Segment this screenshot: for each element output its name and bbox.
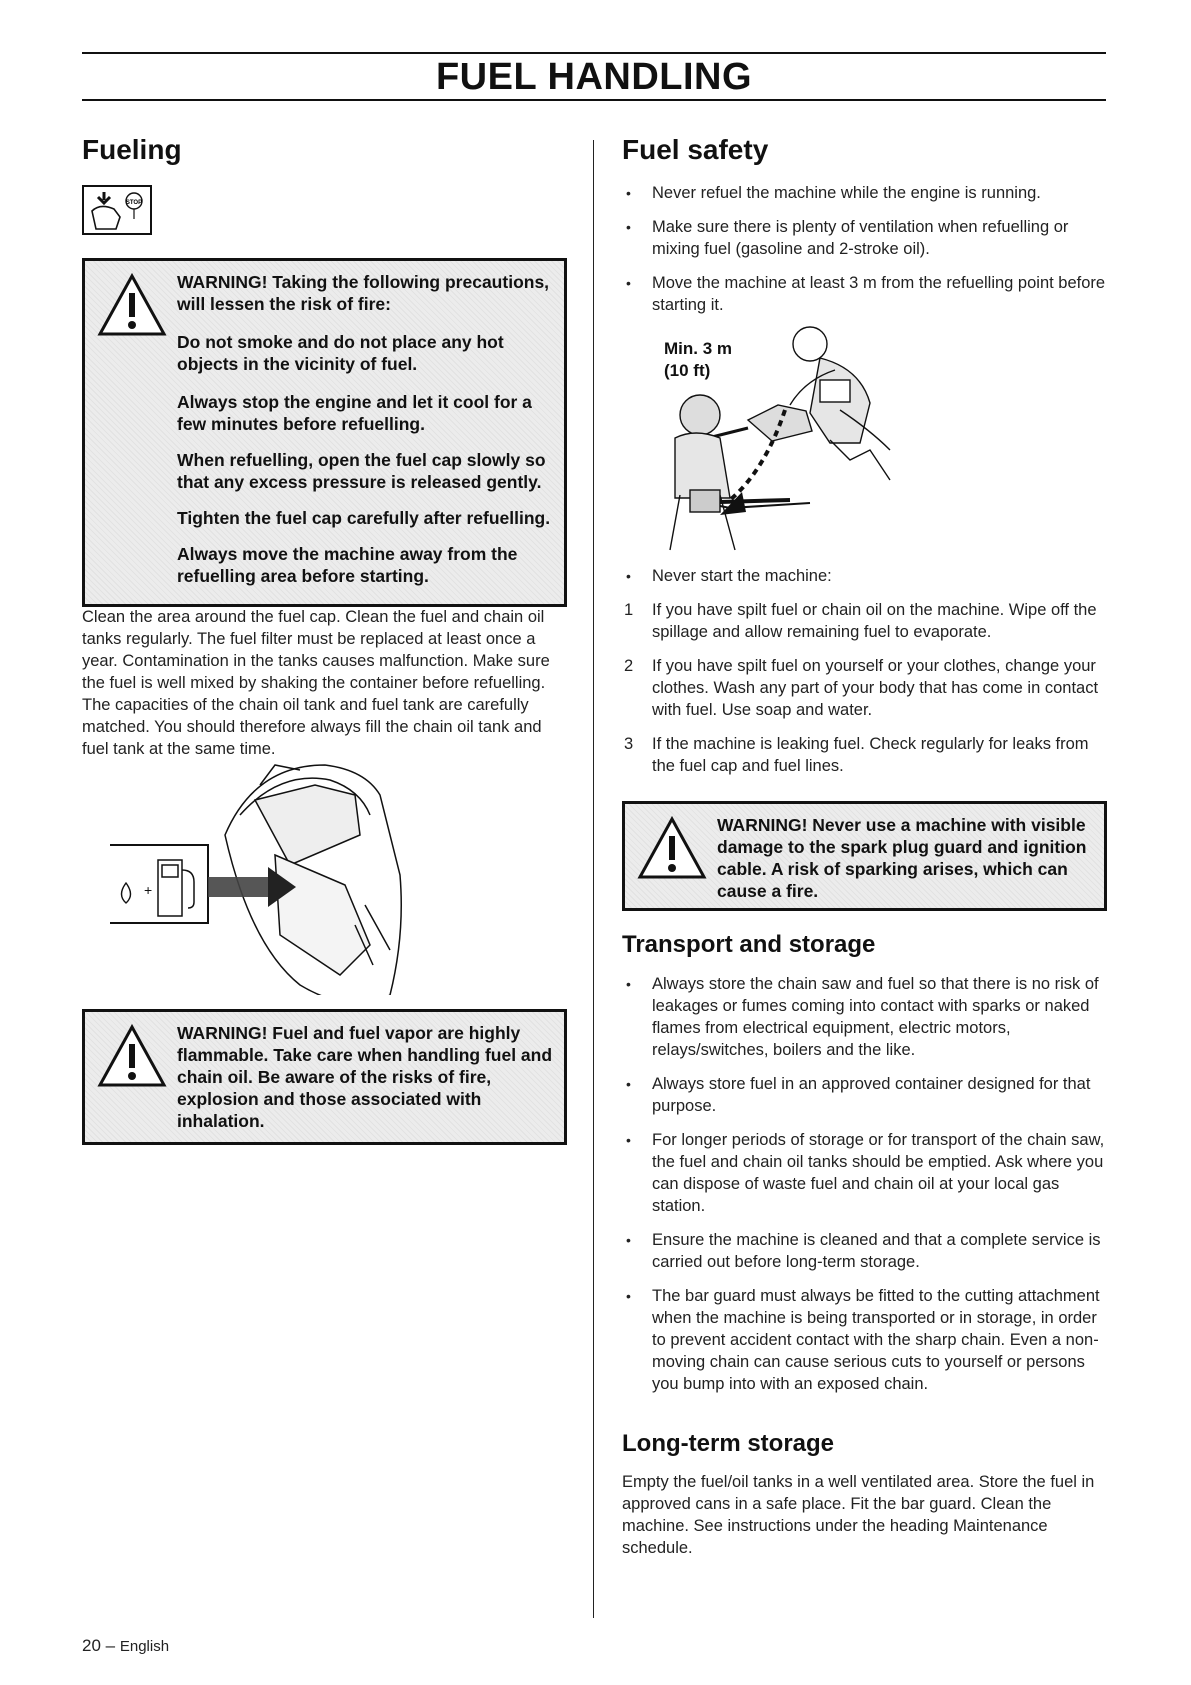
list-item: • Always store fuel in an approved container designed for that purpose. — [622, 1073, 1107, 1117]
warning-line: Always stop the engine and let it cool for a few minutes before refuelling. — [177, 392, 532, 434]
footer-language: English — [119, 1638, 170, 1655]
page-footer — [82, 1636, 169, 1656]
top-rule — [82, 52, 1106, 54]
svg-text:STOP: STOP — [125, 200, 143, 206]
refuel-illustration — [110, 755, 430, 995]
long-term-heading: Long-term storage — [622, 1430, 835, 1457]
warning-line: Always move the machine away from the refuelling area before starting. — [177, 544, 518, 586]
list-item: 1 If you have spilt fuel or chain oil on the machine. Wipe off the spillage and allow remaining fuel to evaporate. — [624, 601, 1097, 641]
warning-line: Do not smoke and do not place any hot objects in the vicinity of fuel. — [177, 332, 504, 374]
warning-triangle-icon — [97, 1024, 167, 1088]
page-title: FUEL HANDLING — [435, 56, 753, 98]
warning-line: Tighten the fuel cap carefully after refuelling. — [177, 508, 551, 528]
min-distance-label: Min. 3 m — [664, 339, 733, 358]
list-item: • The bar guard must always be fitted to the cutting attachment when the machine is being transported or in storage, in order to prevent accident contact with the sharp chain. Even a non-moving chain can cause serious cuts to yourself or persons you bump into with an exposed chain. — [622, 1285, 1107, 1395]
list-item: • Never start the machine: — [622, 565, 1107, 587]
fuel-safety-heading: Fuel safety — [622, 134, 769, 165]
page-number: 20 — [82, 1636, 101, 1655]
list-item: • For longer periods of storage or for transport of the chain saw, the fuel and chain oil tanks should be emptied. Ask where you can dispose of waste fuel and chain oil at your local gas station. — [622, 1129, 1107, 1217]
long-term-paragraph: Empty the fuel/oil tanks in a well ventilated area. Store the fuel in approved cans in a safe place. Fit the bar guard. Clean the machine. See instructions under the heading Maintenance schedule. — [622, 1473, 1095, 1557]
list-item: 3 If the machine is leaking fuel. Check regularly for leaks from the fuel cap and fuel lines. — [624, 735, 1089, 775]
never-start-list — [622, 565, 1107, 599]
list-item: • Move the machine at least 3 m from the refuelling point before starting it. — [622, 272, 1107, 316]
spark-plug-warning — [622, 801, 1107, 911]
warning-text: WARNING! Fuel and fuel vapor are highly flammable. Take care when handling fuel and chain oil. Be aware of the risks of fire, explosion and those associated with inhalation. — [177, 1023, 553, 1131]
transport-list — [622, 973, 1107, 1407]
list-item: • Never refuel the machine while the engine is running. — [622, 182, 1107, 204]
transport-heading: Transport and storage — [622, 931, 876, 958]
warning-triangle-icon — [637, 816, 707, 880]
warning-line: When refuelling, open the fuel cap slowly so that any excess pressure is released gently. — [177, 450, 546, 492]
flammable-warning — [82, 1009, 567, 1145]
list-item: • Always store the chain saw and fuel so that there is no risk of leakages or fumes coming into contact with sparks or naked flames from electrical equipment, electric motors, relays/switches, boilers and the like. — [622, 973, 1107, 1061]
list-item: 2 If you have spilt fuel on yourself or your clothes, change your clothes. Wash any part of your body that has come in contact with fuel. Use soap and water. — [624, 657, 1099, 719]
never-start-conditions — [622, 599, 1107, 789]
footer-dash: – — [105, 1636, 116, 1655]
warning-line: WARNING! Taking the following precautions, will lessen the risk of fire: — [177, 272, 550, 314]
list-item: • Ensure the machine is cleaned and that a complete service is carried out before long-term storage. — [622, 1229, 1107, 1273]
fueling-heading: Fueling — [82, 134, 182, 165]
min-distance-illustration — [650, 320, 940, 555]
stop-engine-icon — [82, 185, 152, 235]
fire-precautions-warning — [82, 258, 567, 607]
fueling-paragraph: Clean the area around the fuel cap. Clean the fuel and chain oil tanks regularly. The fuel filter must be replaced at least once a year. Contamination in the tanks causes malfunction. Make sure the fuel is well mixed by shaking the container before refuelling. The capacities of the chain oil tank and fuel tank are carefully matched. You should therefore always fill the chain oil tank and fuel tank at the same time. — [82, 608, 550, 758]
warning-text: WARNING! Never use a machine with visible damage to the spark plug guard and ignition cable. A risk of sparking arises, which can cause a fire. — [717, 815, 1087, 901]
min-distance-label-ft: (10 ft) — [664, 361, 711, 380]
title-underline — [82, 99, 1106, 101]
warning-triangle-icon — [97, 273, 167, 337]
column-divider — [593, 140, 594, 1618]
fuel-safety-list — [622, 182, 1107, 328]
list-item: • Make sure there is plenty of ventilation when refuelling or mixing fuel (gasoline and 2-stroke oil). — [622, 216, 1107, 260]
svg-text:+: + — [144, 882, 153, 898]
